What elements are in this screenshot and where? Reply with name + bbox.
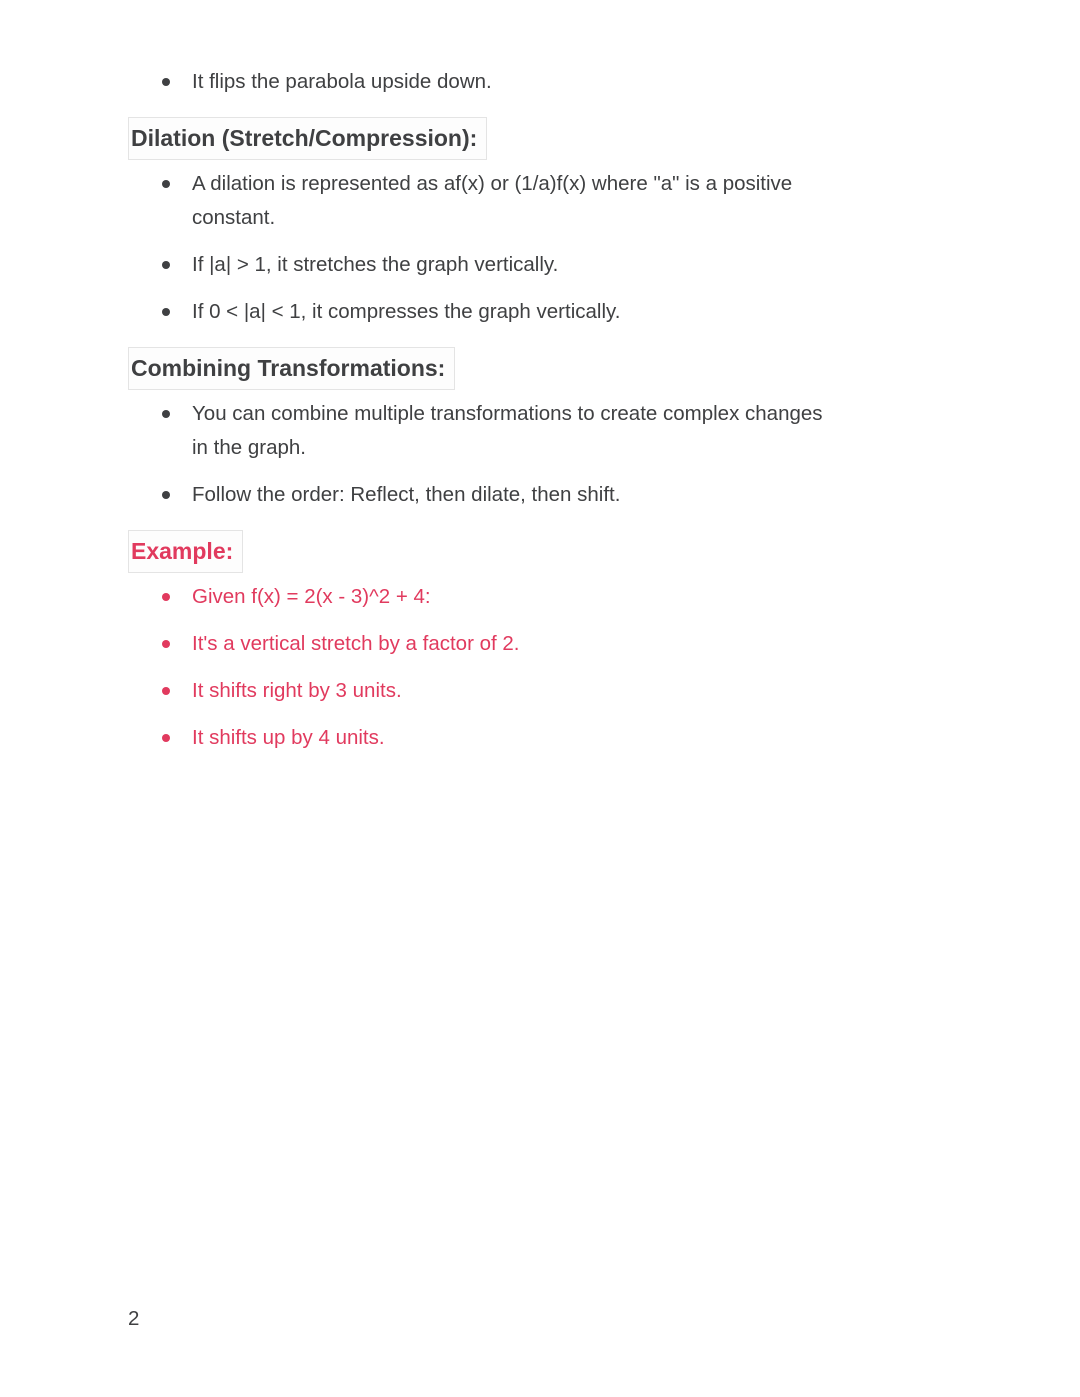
list-item	[128, 167, 978, 235]
bullet-list-dilation	[128, 167, 978, 329]
list-item-text: It's a vertical stretch by a factor of 2.	[192, 632, 520, 655]
bullet-icon	[162, 180, 170, 188]
bullet-icon	[162, 410, 170, 418]
bullet-icon	[162, 640, 170, 648]
list-item	[128, 580, 978, 614]
page-number: 2	[128, 1307, 140, 1330]
heading-text: Combining Transformations:	[131, 355, 446, 381]
list-item-text: Given f(x) = 2(x - 3)^2 + 4:	[192, 585, 431, 608]
bullet-icon	[162, 308, 170, 316]
heading-text: Dilation (Stretch/Compression):	[131, 125, 478, 151]
bullet-list-example	[128, 580, 978, 755]
section-heading-example	[128, 530, 243, 573]
section-heading-combining	[128, 347, 455, 390]
list-item-text: If |a| > 1, it stretches the graph vertically.	[192, 253, 559, 276]
bullet-icon	[162, 491, 170, 499]
list-item-text: It shifts right by 3 units.	[192, 679, 402, 702]
heading-text: Example:	[131, 538, 234, 564]
list-item	[128, 295, 978, 329]
section-heading-dilation	[128, 117, 487, 160]
list-item	[128, 248, 978, 282]
list-item-text: constant.	[192, 206, 276, 229]
list-item	[128, 65, 978, 99]
list-item	[128, 397, 978, 465]
list-item	[128, 721, 978, 755]
list-item	[128, 674, 978, 708]
bullet-icon	[162, 261, 170, 269]
list-item-text: It flips the parabola upside down.	[192, 70, 492, 93]
page-content	[128, 65, 978, 768]
list-item-text: A dilation is represented as af(x) or (1/a)f(x) where "a" is a positive	[192, 172, 793, 195]
bullet-list-combining	[128, 397, 978, 512]
heading-row	[128, 342, 978, 397]
list-item-text: It shifts up by 4 units.	[192, 726, 385, 749]
list-item	[128, 478, 978, 512]
bullet-list-intro	[128, 65, 978, 99]
heading-row	[128, 112, 978, 167]
list-item-text: If 0 < |a| < 1, it compresses the graph vertically.	[192, 300, 621, 323]
list-item-text: Follow the order: Reflect, then dilate, then shift.	[192, 483, 621, 506]
bullet-icon	[162, 593, 170, 601]
list-item	[128, 627, 978, 661]
bullet-icon	[162, 734, 170, 742]
bullet-icon	[162, 687, 170, 695]
list-item-text: in the graph.	[192, 436, 306, 459]
list-item-text: You can combine multiple transformations to create complex changes	[192, 402, 823, 425]
heading-row	[128, 525, 978, 580]
bullet-icon	[162, 78, 170, 86]
